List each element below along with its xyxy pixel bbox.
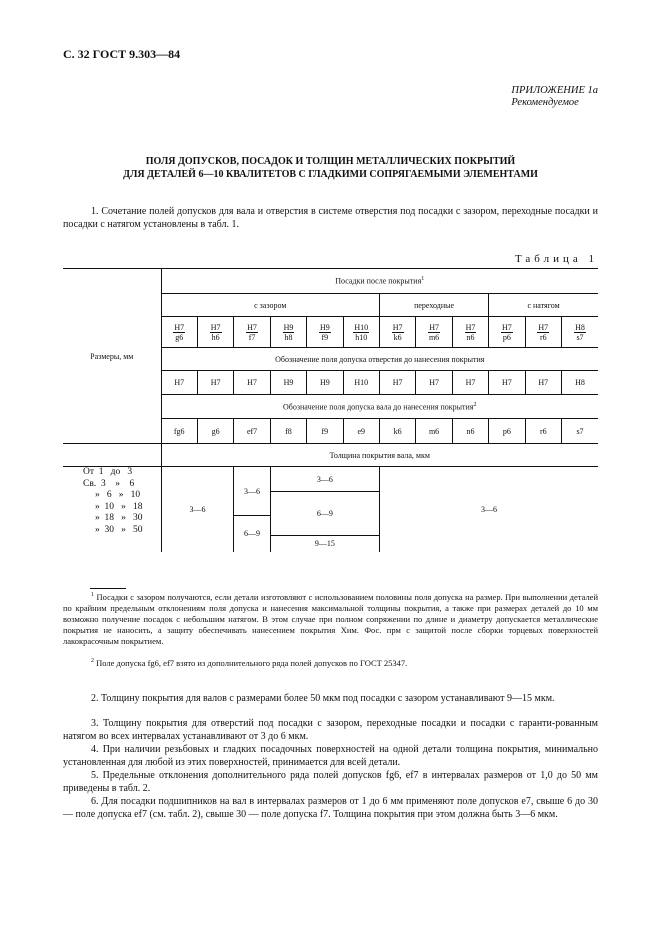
fit-shaft: h6 [211, 332, 220, 342]
fits-header-cell [161, 269, 598, 294]
group-transition: переходные [379, 294, 488, 317]
thickness-c4-2: 6—9 [270, 492, 379, 536]
shaft-cell: f9 [307, 419, 343, 444]
shaft-cell: ef7 [234, 419, 270, 444]
footnote-1 [63, 590, 598, 647]
hole-cell: H7 [525, 371, 561, 395]
hole-cell: H10 [343, 371, 379, 395]
paragraph-5: 5. Предельные отклонения дополнительного ряда полей допусков fg6, ef7 в интервалах размеров от 1,0 до 50 мм приведены в табл. 2. [63, 770, 598, 794]
thickness-header-spacer [63, 444, 161, 467]
size-range: » 10 » 18 [95, 501, 143, 512]
shaft-cell: fg6 [161, 419, 197, 444]
fit-fraction [246, 323, 258, 342]
footnote-1-text: Посадки с зазором получаются, если детали изготовляют с использованием половины поля допуска на размер. При выполнении деталей по крайним предельным отклонениям поля допуска и нанесения максимальной толщины покрытия, а также при размерах деталей до 10 мм возможно получение посадок с небольшим натягом. В этом случае при полном сопряжении по длине и диаметру допускается металлические покрытия не наносить, а защиту обеспечивать нанесением покрытия Хим. Фос. прм с защитой после сборки торцевых поверхностей лакокрасочным покрытием. [63, 591, 599, 646]
fit-fraction [210, 323, 222, 342]
fit-hole: H7 [174, 322, 185, 332]
fit-hole: H7 [247, 322, 257, 332]
hole-cell: H7 [489, 371, 525, 395]
shaft-cell: m6 [416, 419, 452, 444]
fit-fraction [173, 323, 185, 342]
document-title [63, 155, 598, 181]
title-line-2: ДЛЯ ДЕТАЛЕЙ 6—10 КВАЛИТЕТОВ С ГЛАДКИМИ СОПРЯГАЕМЫМИ ЭЛЕМЕНТАМИ [123, 169, 538, 180]
shaft-cell: s7 [562, 419, 599, 444]
fit-shaft: m6 [428, 332, 440, 342]
fit-shaft: h8 [284, 332, 293, 342]
fit-fraction [319, 323, 331, 342]
shaft-cell: k6 [379, 419, 415, 444]
hole-cell: H8 [562, 371, 599, 395]
hole-cell: H9 [270, 371, 306, 395]
fit-shaft: f9 [321, 332, 329, 342]
paragraph-2: 2. Толщину покрытия для валов с размерами более 50 мкм под посадки с зазором устанавливают 9—15 мкм. [91, 693, 555, 704]
fits-footnote-mark: 1 [421, 276, 425, 283]
hole-cell: H7 [197, 371, 233, 395]
fit-fraction [353, 323, 369, 342]
fit-fraction [428, 323, 440, 342]
fit-shaft: s7 [576, 332, 584, 342]
fit-cell [452, 317, 488, 348]
fit-fraction [537, 323, 549, 342]
shaft-cell: f8 [270, 419, 306, 444]
footnote-1-mark: 1 [91, 592, 94, 598]
group-clearance: с зазором [161, 294, 379, 317]
fit-cell [307, 317, 343, 348]
thickness-col1: 3—6 [161, 467, 234, 552]
shaft-header: Обозначение поля допуска вала до нанесения покрытия [283, 402, 474, 412]
thickness-c4-3: 9—15 [270, 536, 379, 552]
table-caption: Таблица 1 [514, 253, 598, 265]
fit-fraction [392, 323, 404, 342]
fit-hole: H10 [354, 322, 369, 332]
fit-shaft: h10 [355, 332, 368, 342]
fit-cell [270, 317, 306, 348]
thickness-right: 3—6 [379, 467, 598, 552]
fit-hole: H7 [429, 322, 439, 332]
paragraph-3: 3. Толщину покрытия для отверстий под посадки с зазором, переходные посадки и посадки с гаранти-рованным натягом во всех интервалах устанавливают от 3 до 6 мкм. [63, 718, 598, 742]
size-range: Св. 3 » 6 [83, 478, 135, 489]
paragraph-6: 6. Для посадки подшипников на вал в интервалах размеров от 1 до 6 мм применяют поле допусков е7, свыше 6 до 30 — поле допуска ef7 (см. табл. 2), свыше 30 — поле допуска f7. Толщина покрытия при этом должна быть 3—6 мкм. [63, 796, 598, 820]
footnote-separator [90, 588, 126, 589]
size-range: От 1 до 3 [83, 467, 133, 477]
paragraph-4: 4. При наличии резьбовых и гладких посадочных поверхностей на одной детали толщина покрытия, минимально установленная для любой из этих поверхностей, принимается для всей детали. [63, 744, 598, 768]
fit-shaft: g6 [175, 332, 184, 342]
appendix-label [511, 85, 598, 109]
size-range: » 30 » 50 [95, 524, 143, 535]
fit-cell [161, 317, 197, 348]
page-header: С. 32 ГОСТ 9.303—84 [63, 47, 181, 61]
shaft-header-cell [161, 395, 598, 419]
shaft-cell: g6 [197, 419, 233, 444]
fit-cell [489, 317, 525, 348]
fit-fraction [501, 323, 513, 342]
fit-fraction [283, 323, 295, 342]
sizes-list [63, 467, 161, 552]
hole-cell: H7 [379, 371, 415, 395]
hole-header: Обозначение поля допуска отверстия до нанесения покрытия [161, 348, 598, 371]
fit-cell [525, 317, 561, 348]
fit-shaft: p6 [502, 332, 511, 342]
footnote-2-mark: 2 [91, 658, 94, 664]
hole-cell: H7 [452, 371, 488, 395]
fit-hole: H8 [575, 322, 585, 332]
title-line-1: ПОЛЯ ДОПУСКОВ, ПОСАДОК И ТОЛЩИН МЕТАЛЛИЧЕСКИХ ПОКРЫТИЙ [145, 156, 516, 167]
fits-header: Посадки после покрытия [335, 276, 422, 286]
sizes-header-cell [63, 269, 161, 444]
fit-hole: H9 [283, 322, 294, 332]
thickness-col3a: 3—6 [234, 467, 270, 516]
hole-cell: H9 [307, 371, 343, 395]
thickness-header: Толщина покрытия вала, мкм [161, 444, 598, 467]
footnote-2 [63, 656, 598, 669]
fit-shaft: f7 [248, 332, 256, 342]
fit-hole: H7 [210, 322, 221, 332]
fit-cell [197, 317, 233, 348]
thickness-c4-1: 3—6 [270, 467, 379, 492]
shaft-cell: p6 [489, 419, 525, 444]
shaft-cell: r6 [525, 419, 561, 444]
fit-hole: H9 [319, 322, 330, 332]
hole-cell: H7 [161, 371, 197, 395]
fit-hole: H7 [502, 322, 512, 332]
fit-fraction [574, 323, 586, 342]
fit-shaft: r6 [539, 332, 547, 342]
fit-cell [416, 317, 452, 348]
shaft-cell: n6 [452, 419, 488, 444]
hole-cell: H7 [416, 371, 452, 395]
fit-cell [379, 317, 415, 348]
appendix-status: Рекомендуемое [511, 97, 579, 108]
fit-shaft: n6 [466, 332, 475, 342]
paragraph-1: 1. Сочетание полей допусков для вала и отверстия в системе отверстия под посадки с зазором, переходные посадки и посадки с натягом установлены в табл. 1. [63, 206, 598, 230]
fit-fraction [465, 323, 477, 342]
fit-shaft: k6 [393, 332, 402, 342]
fit-hole: H7 [465, 322, 476, 332]
fit-hole: H7 [538, 322, 549, 332]
footnote-2-text: Поле допуска fg6, ef7 взято из дополнительного ряда полей допусков по ГОСТ 25347. [96, 657, 408, 668]
thickness-col3b: 6—9 [234, 516, 270, 552]
size-range: » 18 » 30 [95, 513, 143, 523]
sizes-header: Размеры, мм [90, 351, 134, 361]
size-range: » 6 » 10 [95, 490, 141, 500]
fit-hole: H7 [392, 322, 403, 332]
fit-cell [234, 317, 270, 348]
group-interference: с натягом [489, 294, 598, 317]
table-1 [63, 268, 598, 552]
shaft-footnote-mark: 2 [473, 401, 477, 408]
appendix-number: ПРИЛОЖЕНИЕ 1а [511, 85, 598, 96]
shaft-cell: e9 [343, 419, 379, 444]
fit-cell [343, 317, 379, 348]
fit-cell [562, 317, 599, 348]
hole-cell: H7 [234, 371, 270, 395]
